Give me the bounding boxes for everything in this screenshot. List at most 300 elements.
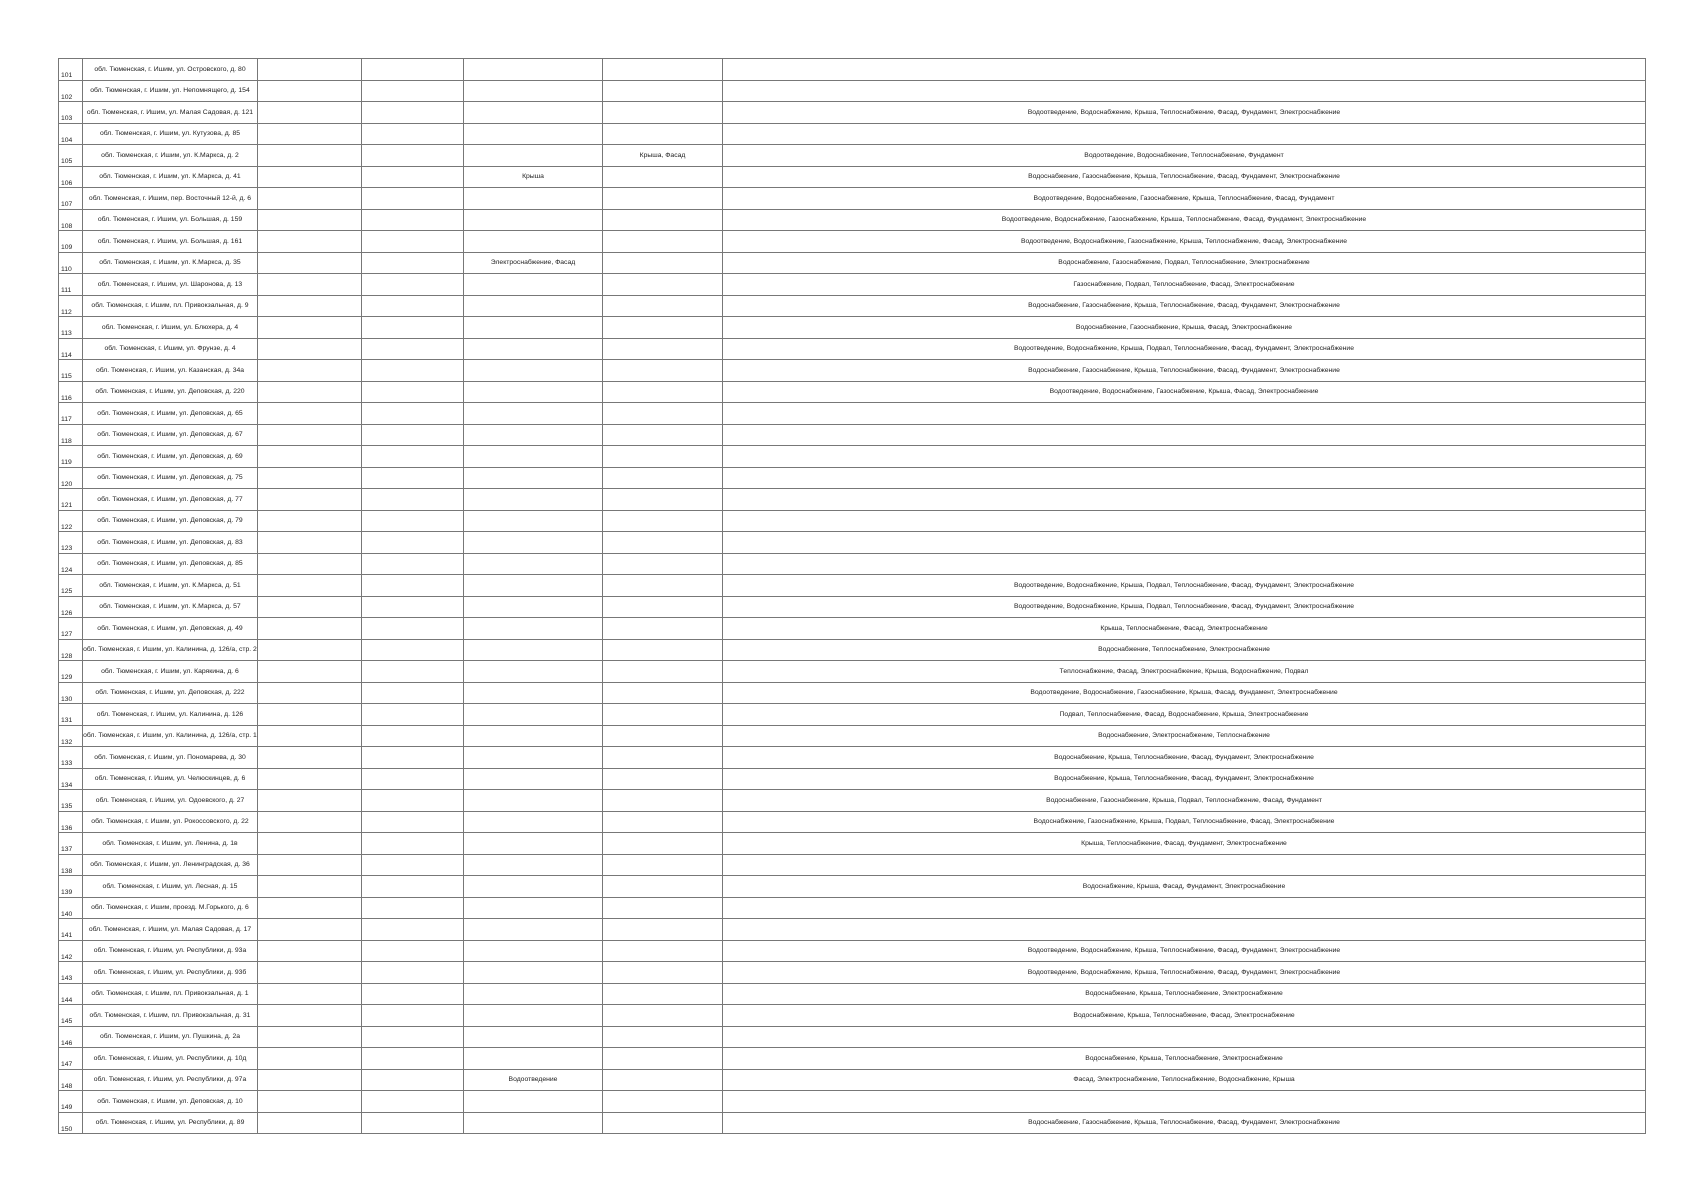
- works-cell: [603, 123, 723, 145]
- address-cell: обл. Тюменская, г. Ишим, ул. Малая Садовая, д. 121: [83, 102, 258, 124]
- works-cell: [603, 274, 723, 296]
- row-number-cell: 119: [59, 446, 83, 468]
- works-cell: [464, 59, 603, 81]
- empty-cell: [362, 682, 464, 704]
- works-cell: [464, 854, 603, 876]
- planned-works-cell: Водоотведение, Водоснабжение, Газоснабжение, Крыша, Теплоснабжение, Фасад, Электроснабжение: [723, 231, 1646, 253]
- empty-cell: [362, 188, 464, 210]
- row-number-cell: 130: [59, 682, 83, 704]
- empty-cell: [362, 575, 464, 597]
- works-cell: [603, 1048, 723, 1070]
- empty-cell: [258, 1048, 362, 1070]
- empty-cell: [362, 618, 464, 640]
- planned-works-cell: Водоснабжение, Газоснабжение, Подвал, Теплоснабжение, Электроснабжение: [723, 252, 1646, 274]
- empty-cell: [362, 123, 464, 145]
- works-cell: [464, 747, 603, 769]
- planned-works-cell: Водоснабжение, Крыша, Теплоснабжение, Фасад, Электроснабжение: [723, 1005, 1646, 1027]
- row-number-cell: 106: [59, 166, 83, 188]
- row-number-cell: 134: [59, 768, 83, 790]
- works-cell: [464, 1048, 603, 1070]
- empty-cell: [362, 59, 464, 81]
- empty-cell: [258, 575, 362, 597]
- empty-cell: [362, 510, 464, 532]
- works-cell: [603, 639, 723, 661]
- works-cell: [603, 725, 723, 747]
- works-cell: [464, 1026, 603, 1048]
- row-number-cell: 102: [59, 80, 83, 102]
- row-number-cell: 129: [59, 661, 83, 683]
- works-cell: [464, 1005, 603, 1027]
- table-row: [59, 725, 1646, 747]
- works-cell: [603, 1112, 723, 1134]
- empty-cell: [362, 145, 464, 167]
- planned-works-cell: Водоснабжение, Газоснабжение, Крыша, Теплоснабжение, Фасад, Фундамент, Электроснабжение: [723, 360, 1646, 382]
- works-cell: [603, 596, 723, 618]
- table-row: [59, 1005, 1646, 1027]
- address-cell: обл. Тюменская, г. Ишим, ул. Республики, д. 93а: [83, 940, 258, 962]
- works-cell: [603, 768, 723, 790]
- works-cell: [464, 424, 603, 446]
- table-row: [59, 575, 1646, 597]
- works-cell: [464, 381, 603, 403]
- works-cell: [464, 510, 603, 532]
- address-cell: обл. Тюменская, г. Ишим, ул. Деповская, д. 85: [83, 553, 258, 575]
- empty-cell: [258, 317, 362, 339]
- works-cell: [464, 919, 603, 941]
- empty-cell: [258, 80, 362, 102]
- planned-works-cell: Водоотведение, Водоснабжение, Газоснабжение, Крыша, Фасад, Электроснабжение: [723, 381, 1646, 403]
- works-cell: [464, 704, 603, 726]
- empty-cell: [258, 338, 362, 360]
- planned-works-cell: Водоотведение, Водоснабжение, Газоснабжение, Крыша, Фасад, Фундамент, Электроснабжение: [723, 682, 1646, 704]
- empty-cell: [362, 102, 464, 124]
- address-cell: обл. Тюменская, г. Ишим, ул. Калинина, д. 126/а, стр. 2: [83, 639, 258, 661]
- address-cell: обл. Тюменская, г. Ишим, ул. Деповская, д. 220: [83, 381, 258, 403]
- works-cell: [603, 188, 723, 210]
- table-row: [59, 854, 1646, 876]
- works-cell: [464, 274, 603, 296]
- planned-works-cell: [723, 80, 1646, 102]
- row-number-cell: 143: [59, 962, 83, 984]
- planned-works-cell: [723, 553, 1646, 575]
- works-cell: [464, 1112, 603, 1134]
- works-cell: [464, 145, 603, 167]
- planned-works-cell: Водоотведение, Водоснабжение, Крыша, Теплоснабжение, Фасад, Фундамент, Электроснабжение: [723, 962, 1646, 984]
- row-number-cell: 142: [59, 940, 83, 962]
- empty-cell: [362, 209, 464, 231]
- works-cell: [464, 80, 603, 102]
- works-cell: [603, 166, 723, 188]
- table-row: [59, 1048, 1646, 1070]
- planned-works-cell: [723, 919, 1646, 941]
- works-cell: [603, 295, 723, 317]
- address-cell: обл. Тюменская, г. Ишим, ул. Одоевского, д. 27: [83, 790, 258, 812]
- planned-works-cell: [723, 489, 1646, 511]
- address-cell: обл. Тюменская, г. Ишим, ул. К.Маркса, д. 2: [83, 145, 258, 167]
- address-cell: обл. Тюменская, г. Ишим, ул. Пушкина, д. 2а: [83, 1026, 258, 1048]
- row-number-cell: 128: [59, 639, 83, 661]
- works-cell: [464, 532, 603, 554]
- empty-cell: [362, 1048, 464, 1070]
- table-row: [59, 962, 1646, 984]
- table-row: [59, 876, 1646, 898]
- table-row: [59, 940, 1646, 962]
- row-number-cell: 123: [59, 532, 83, 554]
- empty-cell: [258, 682, 362, 704]
- empty-cell: [258, 123, 362, 145]
- table-body: [59, 59, 1646, 1134]
- empty-cell: [258, 381, 362, 403]
- works-cell: [464, 489, 603, 511]
- works-cell: [603, 682, 723, 704]
- empty-cell: [258, 897, 362, 919]
- table-row: [59, 510, 1646, 532]
- empty-cell: [258, 790, 362, 812]
- address-cell: обл. Тюменская, г. Ишим, пер. Восточный 12-й, д. 6: [83, 188, 258, 210]
- works-cell: [603, 510, 723, 532]
- works-cell: [464, 768, 603, 790]
- empty-cell: [258, 59, 362, 81]
- row-number-cell: 111: [59, 274, 83, 296]
- table-row: [59, 553, 1646, 575]
- planned-works-cell: [723, 403, 1646, 425]
- empty-cell: [258, 145, 362, 167]
- empty-cell: [258, 962, 362, 984]
- works-cell: [603, 1005, 723, 1027]
- works-cell: [603, 790, 723, 812]
- row-number-cell: 117: [59, 403, 83, 425]
- row-number-cell: 101: [59, 59, 83, 81]
- works-cell: [603, 80, 723, 102]
- planned-works-cell: [723, 467, 1646, 489]
- empty-cell: [362, 1069, 464, 1091]
- planned-works-cell: Газоснабжение, Подвал, Теплоснабжение, Фасад, Электроснабжение: [723, 274, 1646, 296]
- works-cell: [464, 403, 603, 425]
- empty-cell: [258, 403, 362, 425]
- empty-cell: [362, 467, 464, 489]
- address-cell: обл. Тюменская, г. Ишим, ул. Островского, д. 80: [83, 59, 258, 81]
- address-cell: обл. Тюменская, г. Ишим, ул. Кутузова, д. 85: [83, 123, 258, 145]
- planned-works-cell: [723, 532, 1646, 554]
- table-row: [59, 381, 1646, 403]
- works-cell: [464, 317, 603, 339]
- empty-cell: [258, 768, 362, 790]
- works-cell: [464, 876, 603, 898]
- row-number-cell: 133: [59, 747, 83, 769]
- works-cell: [464, 446, 603, 468]
- planned-works-cell: Водоснабжение, Крыша, Теплоснабжение, Электроснабжение: [723, 983, 1646, 1005]
- works-cell: [603, 854, 723, 876]
- address-cell: обл. Тюменская, г. Ишим, ул. Республики, д. 10д: [83, 1048, 258, 1070]
- works-cell: [603, 833, 723, 855]
- address-cell: обл. Тюменская, г. Ишим, ул. Калинина, д. 126/а, стр. 1: [83, 725, 258, 747]
- works-cell: [603, 231, 723, 253]
- empty-cell: [362, 252, 464, 274]
- works-cell: [464, 209, 603, 231]
- empty-cell: [362, 446, 464, 468]
- empty-cell: [362, 811, 464, 833]
- table-row: [59, 661, 1646, 683]
- empty-cell: [362, 1112, 464, 1134]
- planned-works-cell: Водоотведение, Водоснабжение, Крыша, Теплоснабжение, Фасад, Фундамент, Электроснабжение: [723, 102, 1646, 124]
- row-number-cell: 126: [59, 596, 83, 618]
- address-cell: обл. Тюменская, г. Ишим, ул. К.Маркса, д. 35: [83, 252, 258, 274]
- empty-cell: [362, 424, 464, 446]
- row-number-cell: 136: [59, 811, 83, 833]
- row-number-cell: 113: [59, 317, 83, 339]
- empty-cell: [362, 317, 464, 339]
- empty-cell: [362, 833, 464, 855]
- address-cell: обл. Тюменская, г. Ишим, ул. Непомнящего, д. 154: [83, 80, 258, 102]
- works-cell: [603, 403, 723, 425]
- table-row: [59, 596, 1646, 618]
- table-row: [59, 145, 1646, 167]
- row-number-cell: 103: [59, 102, 83, 124]
- empty-cell: [258, 833, 362, 855]
- empty-cell: [362, 639, 464, 661]
- table-row: [59, 983, 1646, 1005]
- table-row: [59, 231, 1646, 253]
- row-number-cell: 144: [59, 983, 83, 1005]
- planned-works-cell: Водоснабжение, Газоснабжение, Крыша, Подвал, Теплоснабжение, Фасад, Фундамент: [723, 790, 1646, 812]
- table-row: [59, 252, 1646, 274]
- empty-cell: [258, 1069, 362, 1091]
- empty-cell: [362, 983, 464, 1005]
- row-number-cell: 115: [59, 360, 83, 382]
- empty-cell: [362, 768, 464, 790]
- table-row: [59, 209, 1646, 231]
- row-number-cell: 127: [59, 618, 83, 640]
- empty-cell: [362, 919, 464, 941]
- empty-cell: [258, 919, 362, 941]
- row-number-cell: 147: [59, 1048, 83, 1070]
- works-cell: [603, 940, 723, 962]
- row-number-cell: 118: [59, 424, 83, 446]
- address-cell: обл. Тюменская, г. Ишим, ул. Деповская, д. 222: [83, 682, 258, 704]
- works-cell: [603, 962, 723, 984]
- table-row: [59, 639, 1646, 661]
- address-cell: обл. Тюменская, г. Ишим, ул. Деповская, д. 65: [83, 403, 258, 425]
- address-cell: обл. Тюменская, г. Ишим, ул. Карякина, д. 6: [83, 661, 258, 683]
- table-row: [59, 704, 1646, 726]
- row-number-cell: 121: [59, 489, 83, 511]
- works-cell: [464, 983, 603, 1005]
- works-cell: [603, 381, 723, 403]
- address-cell: обл. Тюменская, г. Ишим, проезд. М.Горького, д. 6: [83, 897, 258, 919]
- row-number-cell: 125: [59, 575, 83, 597]
- planned-works-cell: Подвал, Теплоснабжение, Фасад, Водоснабжение, Крыша, Электроснабжение: [723, 704, 1646, 726]
- address-cell: обл. Тюменская, г. Ишим, ул. Лесная, д. 15: [83, 876, 258, 898]
- works-cell: [464, 897, 603, 919]
- empty-cell: [258, 360, 362, 382]
- row-number-cell: 124: [59, 553, 83, 575]
- table-row: [59, 747, 1646, 769]
- empty-cell: [362, 725, 464, 747]
- planned-works-cell: Водоснабжение, Электроснабжение, Теплоснабжение: [723, 725, 1646, 747]
- planned-works-cell: Водоотведение, Водоснабжение, Газоснабжение, Крыша, Теплоснабжение, Фасад, Фундамент: [723, 188, 1646, 210]
- planned-works-cell: Теплоснабжение, Фасад, Электроснабжение, Крыша, Водоснабжение, Подвал: [723, 661, 1646, 683]
- table-row: [59, 360, 1646, 382]
- works-cell: [603, 424, 723, 446]
- planned-works-cell: Водоотведение, Водоснабжение, Крыша, Подвал, Теплоснабжение, Фасад, Фундамент, Электроснабжение: [723, 338, 1646, 360]
- empty-cell: [362, 790, 464, 812]
- empty-cell: [362, 661, 464, 683]
- planned-works-cell: [723, 854, 1646, 876]
- planned-works-cell: Водоотведение, Водоснабжение, Крыша, Подвал, Теплоснабжение, Фасад, Фундамент, Электроснабжение: [723, 596, 1646, 618]
- address-cell: обл. Тюменская, г. Ишим, пл. Привокзальная, д. 31: [83, 1005, 258, 1027]
- row-number-cell: 109: [59, 231, 83, 253]
- row-number-cell: 131: [59, 704, 83, 726]
- empty-cell: [258, 811, 362, 833]
- table-row: [59, 811, 1646, 833]
- empty-cell: [258, 295, 362, 317]
- works-cell: [464, 811, 603, 833]
- works-cell: [464, 338, 603, 360]
- empty-cell: [362, 897, 464, 919]
- row-number-cell: 112: [59, 295, 83, 317]
- address-cell: обл. Тюменская, г. Ишим, ул. Большая, д. 161: [83, 231, 258, 253]
- table-row: [59, 919, 1646, 941]
- row-number-cell: 110: [59, 252, 83, 274]
- empty-cell: [258, 940, 362, 962]
- planned-works-cell: Водоотведение, Водоснабжение, Газоснабжение, Крыша, Теплоснабжение, Фасад, Фундамент, Электроснабжение: [723, 209, 1646, 231]
- empty-cell: [258, 596, 362, 618]
- address-cell: обл. Тюменская, г. Ишим, пл. Привокзальная, д. 1: [83, 983, 258, 1005]
- table-row: [59, 317, 1646, 339]
- address-cell: обл. Тюменская, г. Ишим, ул. Шаронова, д. 13: [83, 274, 258, 296]
- table-row: [59, 166, 1646, 188]
- planned-works-cell: Водоснабжение, Газоснабжение, Крыша, Фасад, Электроснабжение: [723, 317, 1646, 339]
- planned-works-cell: Фасад, Электроснабжение, Теплоснабжение, Водоснабжение, Крыша: [723, 1069, 1646, 1091]
- empty-cell: [362, 1026, 464, 1048]
- works-cell: [464, 725, 603, 747]
- table-row: [59, 897, 1646, 919]
- works-cell: [464, 231, 603, 253]
- row-number-cell: 120: [59, 467, 83, 489]
- works-cell: [603, 553, 723, 575]
- planned-works-cell: [723, 123, 1646, 145]
- empty-cell: [258, 854, 362, 876]
- works-cell: [464, 596, 603, 618]
- planned-works-cell: Водоснабжение, Крыша, Теплоснабжение, Фасад, Фундамент, Электроснабжение: [723, 768, 1646, 790]
- works-cell: [603, 661, 723, 683]
- works-cell: [603, 467, 723, 489]
- address-cell: обл. Тюменская, г. Ишим, ул. Ленина, д. 1в: [83, 833, 258, 855]
- works-cell: [603, 338, 723, 360]
- works-cell: [464, 553, 603, 575]
- address-cell: обл. Тюменская, г. Ишим, ул. Деповская, д. 69: [83, 446, 258, 468]
- address-cell: обл. Тюменская, г. Ишим, ул. Деповская, д. 67: [83, 424, 258, 446]
- row-number-cell: 149: [59, 1091, 83, 1113]
- table-row: [59, 59, 1646, 81]
- planned-works-cell: Водоснабжение, Газоснабжение, Крыша, Теплоснабжение, Фасад, Фундамент, Электроснабжение: [723, 295, 1646, 317]
- row-number-cell: 146: [59, 1026, 83, 1048]
- empty-cell: [362, 338, 464, 360]
- table-row: [59, 424, 1646, 446]
- empty-cell: [258, 725, 362, 747]
- empty-cell: [362, 704, 464, 726]
- table-row: [59, 123, 1646, 145]
- works-cell: [603, 317, 723, 339]
- works-cell: [464, 940, 603, 962]
- empty-cell: [258, 1112, 362, 1134]
- address-cell: обл. Тюменская, г. Ишим, ул. Пономарева, д. 30: [83, 747, 258, 769]
- planned-works-cell: [723, 446, 1646, 468]
- row-number-cell: 140: [59, 897, 83, 919]
- planned-works-cell: Водоотведение, Водоснабжение, Крыша, Подвал, Теплоснабжение, Фасад, Фундамент, Электроснабжение: [723, 575, 1646, 597]
- works-cell: [464, 682, 603, 704]
- works-cell: [464, 575, 603, 597]
- empty-cell: [258, 618, 362, 640]
- empty-cell: [258, 489, 362, 511]
- row-number-cell: 105: [59, 145, 83, 167]
- empty-cell: [362, 876, 464, 898]
- planned-works-cell: [723, 59, 1646, 81]
- planned-works-cell: Крыша, Теплоснабжение, Фасад, Электроснабжение: [723, 618, 1646, 640]
- empty-cell: [362, 403, 464, 425]
- empty-cell: [258, 424, 362, 446]
- address-cell: обл. Тюменская, г. Ишим, ул. Челюскинцев, д. 6: [83, 768, 258, 790]
- address-cell: обл. Тюменская, г. Ишим, ул. Деповская, д. 49: [83, 618, 258, 640]
- planned-works-cell: Водоотведение, Водоснабжение, Крыша, Теплоснабжение, Фасад, Фундамент, Электроснабжение: [723, 940, 1646, 962]
- row-number-cell: 114: [59, 338, 83, 360]
- table-row: [59, 1026, 1646, 1048]
- planned-works-cell: [723, 1091, 1646, 1113]
- address-cell: обл. Тюменская, г. Ишим, ул. Деповская, д. 75: [83, 467, 258, 489]
- empty-cell: [258, 704, 362, 726]
- empty-cell: [258, 553, 362, 575]
- planned-works-cell: [723, 424, 1646, 446]
- address-cell: обл. Тюменская, г. Ишим, ул. Деповская, д. 10: [83, 1091, 258, 1113]
- address-cell: обл. Тюменская, г. Ишим, ул. К.Маркса, д. 51: [83, 575, 258, 597]
- table-row: [59, 489, 1646, 511]
- empty-cell: [362, 1091, 464, 1113]
- empty-cell: [362, 360, 464, 382]
- empty-cell: [258, 1026, 362, 1048]
- planned-works-cell: [723, 1026, 1646, 1048]
- planned-works-cell: Водоснабжение, Крыша, Фасад, Фундамент, Электроснабжение: [723, 876, 1646, 898]
- empty-cell: [258, 747, 362, 769]
- works-cell: [464, 295, 603, 317]
- works-cell: [464, 360, 603, 382]
- table-row: [59, 1112, 1646, 1134]
- empty-cell: [258, 231, 362, 253]
- works-cell: [464, 639, 603, 661]
- row-number-cell: 139: [59, 876, 83, 898]
- works-cell: [603, 489, 723, 511]
- works-cell: [464, 618, 603, 640]
- address-cell: обл. Тюменская, г. Ишим, ул. Большая, д. 159: [83, 209, 258, 231]
- works-cell: [603, 747, 723, 769]
- works-cell: [603, 1069, 723, 1091]
- row-number-cell: 137: [59, 833, 83, 855]
- address-cell: обл. Тюменская, г. Ишим, ул. К.Маркса, д. 41: [83, 166, 258, 188]
- empty-cell: [362, 274, 464, 296]
- empty-cell: [258, 510, 362, 532]
- address-cell: обл. Тюменская, г. Ишим, ул. Деповская, д. 77: [83, 489, 258, 511]
- row-number-cell: 104: [59, 123, 83, 145]
- empty-cell: [362, 962, 464, 984]
- works-cell: [603, 1091, 723, 1113]
- row-number-cell: 148: [59, 1069, 83, 1091]
- address-cell: обл. Тюменская, г. Ишим, ул. Калинина, д. 126: [83, 704, 258, 726]
- table-row: [59, 790, 1646, 812]
- row-number-cell: 135: [59, 790, 83, 812]
- works-cell: [603, 897, 723, 919]
- empty-cell: [258, 876, 362, 898]
- works-cell: Крыша, Фасад: [603, 145, 723, 167]
- row-number-cell: 122: [59, 510, 83, 532]
